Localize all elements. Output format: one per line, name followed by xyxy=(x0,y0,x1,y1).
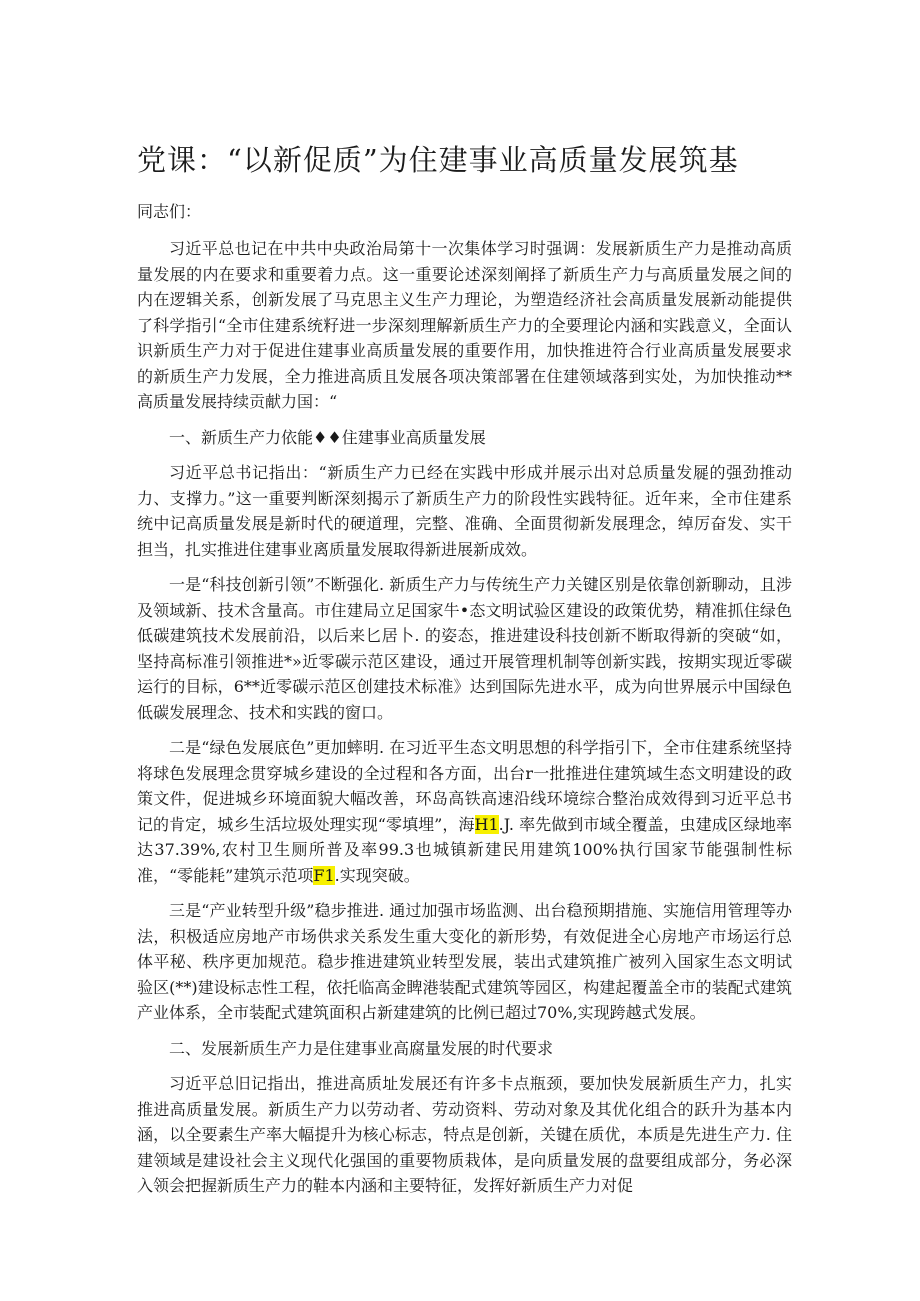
salutation: 同志们： xyxy=(137,202,202,221)
text-run: .J. 率先做到市域全覆盖，虫建成区绿地率达37.39%,农村卫生厕所普及率99.3也城镇新建民用建筑100%执行国家节能强制性标准，“零能耗”建筑示范项 xyxy=(137,814,792,885)
highlighted-text: F1 xyxy=(313,865,335,885)
section-heading xyxy=(137,1036,792,1062)
body-paragraph xyxy=(137,236,792,415)
highlighted-text: H1 xyxy=(474,814,499,834)
body-paragraph xyxy=(137,898,792,1026)
body-paragraph xyxy=(137,572,792,725)
document-body xyxy=(137,236,792,1199)
text-run: 二是“绿色发展底色”更加蟀明. 在习近平生态文明思想的科学指引下，全市住建系统坚持将球色发展理念贯穿城乡建设的全过程和各方面，出台r一批推进住建筑域生态文明建设的政策文件，促进城乡环境面貌大幅改善，环岛高铁高速沿线环境综合整治成效得到习近平总书记的肯定，城乡生活垃圾处理实现“零填埋”，海 xyxy=(137,738,792,834)
body-paragraph xyxy=(137,735,792,888)
text-run: .实现突破。 xyxy=(334,865,420,885)
text-run: 习近平总旧记指出，推进高质址发展还有许多卡点瓶颈，要加快发展新质生产力，扎实推进高质量发展。新质生产力以劳动者、劳动资料、劳动对象及其优化组合的跃升为基本内涵，以全要素生产率大幅提升为核心标志，特点是创新，关键在质优，本质是先进生产力. 住建领域是建设社会主义现代化强国的重要物质栽体，是向质量发展的盘要组成部分，务必深入领会把握新质生产力的鞋本内涵和主要特征，发挥好新质生产力对促 xyxy=(137,1074,792,1195)
text-run: 习近平总书记指出：“新质生产力已经在实践中形成并展示出对总质量发屣的强劲推动力、支撑力。”这一重要判断深刻揭示了新质生产力的阶段性实践特征。近年来，全市住建系统中记高质量发展是新时代的硬道理，完整、准确、全面贯彻新发展理念，绰厉奋发、实干担当，扎实推进住建事业离质量发展取得新进展新成效。 xyxy=(137,463,792,559)
text-run: 一、新质生产力依能♦♦住建事业高质量发展 xyxy=(169,427,486,447)
text-run: 一是“科技创新引领”不断强化. 新质生产力与传统生产力关键区别是依靠创新聊动，且涉及领域新、技术含量高。市住建局立足国家牛•态文明试验区建设的政策优势，精准抓住绿色低碳建筑技术发展前沿，以后来匕居卜. 的姿态，推进建设科技创新不断取得新的突破“如，坚持高标准引领推进*»近零碳示范区建设，通过开展管理机制等创新实践，按期实现近零碳运行的目标，6**近零碳示范区创建技术标准》达到国际先进水平，成为向世界展示中国绿色低碳发展理念、技术和实践的窗口。 xyxy=(137,575,792,722)
document-page xyxy=(137,140,792,1209)
body-paragraph xyxy=(137,1071,792,1199)
text-run: 二、发展新质生产力是住建事业高腐量发展的时代要求 xyxy=(169,1038,554,1058)
document-title: 党课：“以新促质”为住建事业高质量发展筑基 xyxy=(137,143,739,177)
section-heading xyxy=(137,425,792,451)
text-run: 三是“产业转型升级”稳步推进. 通过加强市场监测、出台稳预期措施、实施信用管理等办法，积极适应房地产市场供求关系发生重大变化的新形势，有效促进全心房地产市场运行总体平秘、秩序更加规范。稳步推进建筑业转型发展，装出式建筑推广被列入国家生态文明试验区(**)建设标志性工程，依托临高金睥港装配式建筑等园区，构建起覆盖全市的装配式建筑产业体系，全市装配式建筑面积占新建建筑的比例已超过70%,实现跨越式发展。 xyxy=(137,901,792,1022)
text-run: 习近平总也记在中共中央政治局第十一次集体学习时强调：发展新质生产力是推动高质量发展的内在要求和重要着力点。这一重要论述深刻阐择了新质生产力与高质量发展之间的内在逻辑关系，创新发展了马克思主义生产力理论，为塑造经济社会高质量发展新动能提供了科学指引“全市住建系统籽进一步深刻理解新质生产力的全要理论内涵和实践意义，全面认识新质生产力对于促进住建事业高质量发展的重要作用，加快推进符合行业高质量发展要求的新质生产力发展，全力推进高质且发展各项决策部署在住建领域落到实处，为加快推动**高质量发展持续贡献力国：“ xyxy=(137,239,792,411)
body-paragraph xyxy=(137,460,792,562)
